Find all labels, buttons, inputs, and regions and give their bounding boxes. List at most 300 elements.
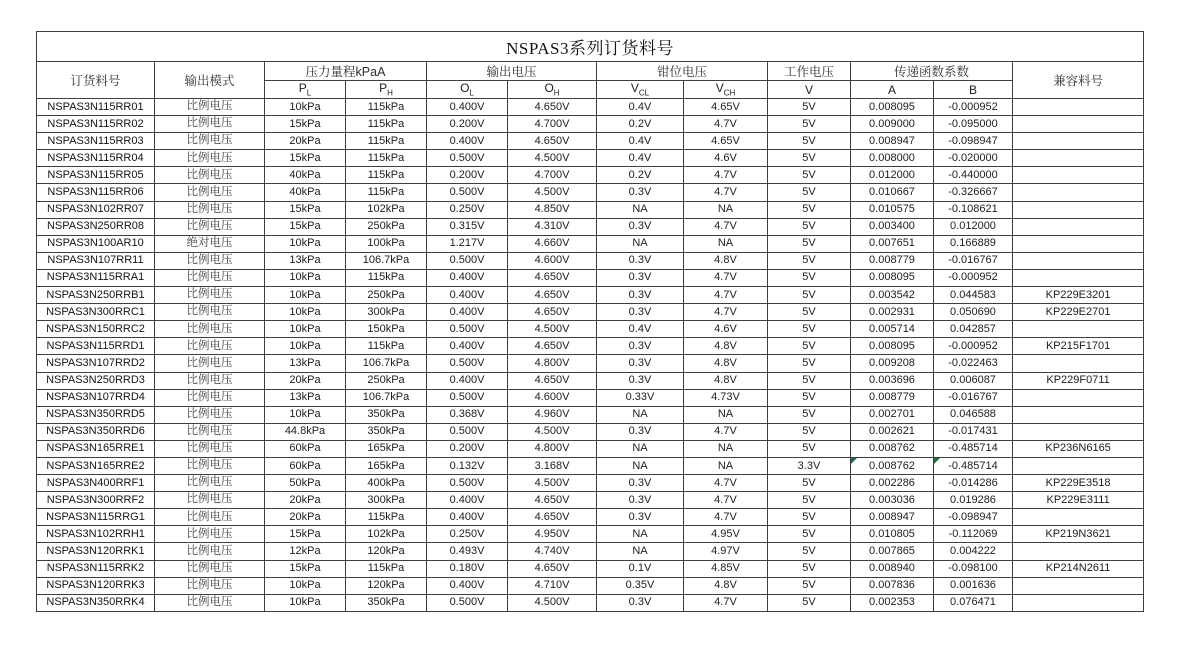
table-cell: 比例电压: [155, 594, 265, 611]
table-cell: 106.7kPa: [346, 252, 427, 269]
table-cell: 5V: [768, 116, 851, 133]
table-cell: 4.800V: [508, 355, 597, 372]
table-cell: 0.042857: [934, 321, 1013, 338]
table-cell: 0.493V: [427, 543, 508, 560]
table-cell: 0.3V: [597, 492, 684, 509]
table-cell: NA: [684, 201, 768, 218]
table-row: [37, 457, 1144, 474]
table-cell: 0.003400: [851, 218, 934, 235]
subcol-a-base: A: [887, 82, 896, 97]
table-cell: 0.008095: [851, 99, 934, 116]
subcol-oh: [508, 81, 597, 99]
table-cell: 0.010575: [851, 201, 934, 218]
table-cell: 115kPa: [346, 338, 427, 355]
table-cell: NSPAS3N300RRF2: [37, 492, 155, 509]
table-cell: [1013, 543, 1144, 560]
table-row: [37, 321, 1144, 338]
table-cell: 4.650V: [508, 99, 597, 116]
table-cell: 5V: [768, 252, 851, 269]
table-cell: 115kPa: [346, 509, 427, 526]
table-cell: 0.3V: [597, 252, 684, 269]
table-cell: -0.095000: [934, 116, 1013, 133]
table-cell: 0.008947: [851, 509, 934, 526]
table-cell: 0.002621: [851, 423, 934, 440]
table-cell: 15kPa: [265, 218, 346, 235]
table-cell: -0.485714: [934, 457, 1013, 474]
table-cell: 0.400V: [427, 509, 508, 526]
table-cell: 5V: [768, 99, 851, 116]
table-cell: 15kPa: [265, 526, 346, 543]
table-cell: 5V: [768, 560, 851, 577]
table-cell: 102kPa: [346, 201, 427, 218]
subcol-v-base: V: [804, 82, 813, 97]
table-cell: 比例电压: [155, 372, 265, 389]
table-cell: 350kPa: [346, 594, 427, 611]
table-row: [37, 150, 1144, 167]
table-cell: 4.650V: [508, 133, 597, 150]
table-cell: 0.250V: [427, 201, 508, 218]
table-row: [37, 372, 1144, 389]
table-cell: 0.180V: [427, 560, 508, 577]
subcol-ol-base: O: [460, 81, 470, 96]
subcol-oh-base: O: [544, 81, 554, 96]
table-row: [37, 167, 1144, 184]
table-row: [37, 543, 1144, 560]
table-cell: 115kPa: [346, 133, 427, 150]
table-cell: NSPAS3N150RRC2: [37, 321, 155, 338]
table-cell: 13kPa: [265, 252, 346, 269]
table-cell: 15kPa: [265, 116, 346, 133]
table-cell: 4.7V: [684, 509, 768, 526]
table-cell: NSPAS3N107RRD4: [37, 389, 155, 406]
table-cell: 3.168V: [508, 457, 597, 474]
table-cell: 5V: [768, 526, 851, 543]
table-cell: 0.004222: [934, 543, 1013, 560]
table-cell: 0.002701: [851, 406, 934, 423]
table-cell: NSPAS3N115RR02: [37, 116, 155, 133]
title-row: [37, 32, 1144, 62]
table-cell: 0.008000: [851, 150, 934, 167]
table-cell: 4.8V: [684, 338, 768, 355]
table-cell: 4.710V: [508, 577, 597, 594]
table-cell: 0.008095: [851, 269, 934, 286]
table-row: [37, 526, 1144, 543]
table-cell: 4.65V: [684, 99, 768, 116]
table-cell: NSPAS3N400RRF1: [37, 475, 155, 492]
table-cell: 250kPa: [346, 287, 427, 304]
table-cell: 0.35V: [597, 577, 684, 594]
table-cell: 0.166889: [934, 235, 1013, 252]
table-cell: 比例电压: [155, 475, 265, 492]
table-cell: [1013, 116, 1144, 133]
col-header-transfer-coeff: 传递函数系数: [851, 62, 1013, 81]
table-cell: NSPAS3N120RRK3: [37, 577, 155, 594]
table-cell: 250kPa: [346, 372, 427, 389]
table-cell: 比例电压: [155, 457, 265, 474]
table-cell: 4.800V: [508, 440, 597, 457]
table-cell: NSPAS3N100AR10: [37, 235, 155, 252]
table-cell: [1013, 218, 1144, 235]
table-cell: -0.016767: [934, 252, 1013, 269]
table-cell: 0.007836: [851, 577, 934, 594]
table-cell: NSPAS3N115RRD1: [37, 338, 155, 355]
table-cell: 5V: [768, 167, 851, 184]
table-cell: -0.440000: [934, 167, 1013, 184]
table-cell: 0.250V: [427, 526, 508, 543]
table-cell: 4.500V: [508, 475, 597, 492]
table-cell: NSPAS3N115RR03: [37, 133, 155, 150]
table-cell: NA: [684, 235, 768, 252]
table-cell: KP214N2611: [1013, 560, 1144, 577]
table-cell: 4.650V: [508, 269, 597, 286]
table-cell: 115kPa: [346, 560, 427, 577]
table-cell: 1.217V: [427, 235, 508, 252]
table-row: [37, 440, 1144, 457]
table-cell: 0.003036: [851, 492, 934, 509]
table-cell: NSPAS3N350RRD5: [37, 406, 155, 423]
table-cell: 115kPa: [346, 269, 427, 286]
table-cell: -0.016767: [934, 389, 1013, 406]
table-cell: NSPAS3N300RRC1: [37, 304, 155, 321]
table-cell: 比例电压: [155, 389, 265, 406]
table-cell: 115kPa: [346, 167, 427, 184]
table-cell: 0.200V: [427, 167, 508, 184]
table-cell: 4.7V: [684, 304, 768, 321]
table-cell: NSPAS3N250RRB1: [37, 287, 155, 304]
table-cell: 0.007865: [851, 543, 934, 560]
table-cell: 比例电压: [155, 99, 265, 116]
col-header-clamp-voltage: 钳位电压: [597, 62, 768, 81]
table-cell: -0.000952: [934, 338, 1013, 355]
table-cell: 4.7V: [684, 475, 768, 492]
table-cell: 比例电压: [155, 509, 265, 526]
table-cell: NA: [684, 440, 768, 457]
col-header-compatible-part: 兼容料号: [1013, 62, 1144, 99]
subcol-pl-sub: L: [306, 88, 312, 98]
table-cell: 4.8V: [684, 355, 768, 372]
table-cell: 0.200V: [427, 440, 508, 457]
subcol-b: [934, 81, 1013, 99]
table-cell: 比例电压: [155, 167, 265, 184]
table-row: [37, 406, 1144, 423]
table-cell: [1013, 406, 1144, 423]
table-cell: [1013, 252, 1144, 269]
table-cell: 0.3V: [597, 338, 684, 355]
table-cell: 4.7V: [684, 167, 768, 184]
table-cell: 4.7V: [684, 594, 768, 611]
table-cell: 0.4V: [597, 321, 684, 338]
table-cell: 0.3V: [597, 423, 684, 440]
table-cell: 0.3V: [597, 355, 684, 372]
table-cell: 5V: [768, 304, 851, 321]
table-cell: NA: [597, 543, 684, 560]
subcol-v: [768, 81, 851, 99]
table-cell: 5V: [768, 218, 851, 235]
table-cell: NSPAS3N250RR08: [37, 218, 155, 235]
table-cell: 10kPa: [265, 577, 346, 594]
table-cell: 0.3V: [597, 184, 684, 201]
subcol-pl-base: P: [298, 81, 307, 96]
table-cell: 0.007651: [851, 235, 934, 252]
table-row: [37, 201, 1144, 218]
table-cell: 0.012000: [851, 167, 934, 184]
table-cell: -0.022463: [934, 355, 1013, 372]
table-cell: 0.010667: [851, 184, 934, 201]
table-cell: 比例电压: [155, 526, 265, 543]
table-cell: 60kPa: [265, 457, 346, 474]
table-cell: 5V: [768, 509, 851, 526]
table-row: [37, 133, 1144, 150]
table-cell: 0.010805: [851, 526, 934, 543]
table-cell: 0.368V: [427, 406, 508, 423]
table-cell: 10kPa: [265, 338, 346, 355]
table-cell: 4.650V: [508, 560, 597, 577]
table-cell: 比例电压: [155, 338, 265, 355]
table-cell: 0.050690: [934, 304, 1013, 321]
table-cell: 0.1V: [597, 560, 684, 577]
table-cell: [1013, 235, 1144, 252]
table-cell: 5V: [768, 389, 851, 406]
table-cell: KP229E3518: [1013, 475, 1144, 492]
col-header-pressure-range: 压力量程kPaA: [265, 62, 427, 81]
table-cell: 5V: [768, 321, 851, 338]
table-cell: 400kPa: [346, 475, 427, 492]
table-cell: 0.33V: [597, 389, 684, 406]
table-body: [37, 99, 1144, 612]
table-cell: 4.740V: [508, 543, 597, 560]
col-header-supply-voltage: 工作电压: [768, 62, 851, 81]
table-cell: NSPAS3N250RRD3: [37, 372, 155, 389]
table-cell: 300kPa: [346, 304, 427, 321]
subcol-ol-sub: L: [469, 88, 474, 98]
table-cell: 0.044583: [934, 287, 1013, 304]
table-cell: 0.002286: [851, 475, 934, 492]
table-cell: 5V: [768, 269, 851, 286]
table-cell: -0.000952: [934, 99, 1013, 116]
table-cell: 10kPa: [265, 287, 346, 304]
table-cell: 20kPa: [265, 133, 346, 150]
table-cell: 0.3V: [597, 509, 684, 526]
table-cell: -0.017431: [934, 423, 1013, 440]
table-cell: 4.95V: [684, 526, 768, 543]
table-cell: NA: [597, 457, 684, 474]
table-row: [37, 389, 1144, 406]
table-cell: [1013, 150, 1144, 167]
table-row: [37, 116, 1144, 133]
table-cell: 0.4V: [597, 99, 684, 116]
table-cell: 4.8V: [684, 372, 768, 389]
table-cell: 0.005714: [851, 321, 934, 338]
table-cell: 0.3V: [597, 269, 684, 286]
table-cell: 5V: [768, 440, 851, 457]
table-cell: 10kPa: [265, 594, 346, 611]
table-cell: 4.650V: [508, 509, 597, 526]
table-cell: NSPAS3N165RRE1: [37, 440, 155, 457]
table-cell: 40kPa: [265, 167, 346, 184]
table-cell: 102kPa: [346, 526, 427, 543]
table-cell: 10kPa: [265, 269, 346, 286]
table-cell: 4.7V: [684, 492, 768, 509]
table-cell: 4.650V: [508, 372, 597, 389]
table-cell: 0.4V: [597, 150, 684, 167]
table-cell: 0.3V: [597, 287, 684, 304]
table-cell: 115kPa: [346, 184, 427, 201]
table-cell: 0.009000: [851, 116, 934, 133]
table-cell: 0.046588: [934, 406, 1013, 423]
table-cell: [1013, 577, 1144, 594]
table-cell: 5V: [768, 492, 851, 509]
table-cell: 比例电压: [155, 150, 265, 167]
table-cell: KP229E3111: [1013, 492, 1144, 509]
table-cell: [1013, 423, 1144, 440]
table-row: [37, 252, 1144, 269]
table-cell: 0.003542: [851, 287, 934, 304]
table-cell: [1013, 355, 1144, 372]
table-row: [37, 184, 1144, 201]
table-cell: [1013, 99, 1144, 116]
table-cell: 0.006087: [934, 372, 1013, 389]
table-cell: KP236N6165: [1013, 440, 1144, 457]
table-cell: 0.003696: [851, 372, 934, 389]
table-cell: 4.650V: [508, 338, 597, 355]
table-cell: 0.3V: [597, 372, 684, 389]
table-cell: 比例电压: [155, 440, 265, 457]
table-cell: 4.8V: [684, 577, 768, 594]
table-row: [37, 218, 1144, 235]
table-cell: 40kPa: [265, 184, 346, 201]
table-cell: 120kPa: [346, 577, 427, 594]
table-cell: 4.500V: [508, 594, 597, 611]
table-cell: 115kPa: [346, 99, 427, 116]
table-cell: 3.3V: [768, 457, 851, 474]
table-cell: [1013, 269, 1144, 286]
table-cell: 60kPa: [265, 440, 346, 457]
table-cell: 10kPa: [265, 235, 346, 252]
table-cell: 350kPa: [346, 406, 427, 423]
table-cell: NSPAS3N115RR05: [37, 167, 155, 184]
table-cell: NSPAS3N107RRD2: [37, 355, 155, 372]
table-cell: 0.400V: [427, 287, 508, 304]
table-row: [37, 338, 1144, 355]
table-cell: 0.400V: [427, 133, 508, 150]
table-cell: NA: [597, 201, 684, 218]
table-cell: 0.076471: [934, 594, 1013, 611]
subcol-vcl: [597, 81, 684, 99]
table-cell: NSPAS3N107RR11: [37, 252, 155, 269]
table-cell: 0.400V: [427, 304, 508, 321]
table-cell: 0.001636: [934, 577, 1013, 594]
table-cell: 4.7V: [684, 269, 768, 286]
table-cell: NSPAS3N102RR07: [37, 201, 155, 218]
table-row: [37, 492, 1144, 509]
table-cell: 0.200V: [427, 116, 508, 133]
col-header-output-voltage: 输出电压: [427, 62, 597, 81]
table-cell: 0.500V: [427, 321, 508, 338]
table-row: [37, 235, 1144, 252]
table-cell: 0.009208: [851, 355, 934, 372]
table-cell: 比例电压: [155, 201, 265, 218]
subcol-pl: [265, 81, 346, 99]
table-cell: 20kPa: [265, 509, 346, 526]
table-cell: 4.960V: [508, 406, 597, 423]
table-cell: -0.098947: [934, 133, 1013, 150]
table-cell: 165kPa: [346, 440, 427, 457]
table-cell: 绝对电压: [155, 235, 265, 252]
table-cell: 10kPa: [265, 304, 346, 321]
subcol-vch-base: V: [715, 81, 724, 96]
table-cell: 350kPa: [346, 423, 427, 440]
table-cell: 106.7kPa: [346, 355, 427, 372]
table-cell: 4.85V: [684, 560, 768, 577]
table-cell: 4.310V: [508, 218, 597, 235]
table-cell: -0.020000: [934, 150, 1013, 167]
table-cell: NSPAS3N115RR04: [37, 150, 155, 167]
table-cell: 比例电压: [155, 321, 265, 338]
table-cell: KP215F1701: [1013, 338, 1144, 355]
table-cell: -0.108621: [934, 201, 1013, 218]
table-cell: 250kPa: [346, 218, 427, 235]
table-cell: 15kPa: [265, 201, 346, 218]
table-row: [37, 304, 1144, 321]
table-cell: NSPAS3N115RR01: [37, 99, 155, 116]
table-cell: 100kPa: [346, 235, 427, 252]
subcol-vcl-base: V: [630, 81, 639, 96]
table-cell: [1013, 509, 1144, 526]
table-cell: -0.112069: [934, 526, 1013, 543]
table-cell: 0.132V: [427, 457, 508, 474]
table-row: [37, 577, 1144, 594]
table-cell: 0.008095: [851, 338, 934, 355]
datasheet: [36, 31, 1143, 612]
table-cell: 0.2V: [597, 116, 684, 133]
table-cell: 比例电压: [155, 269, 265, 286]
table-cell: 4.500V: [508, 423, 597, 440]
table-cell: 4.700V: [508, 167, 597, 184]
table-cell: NSPAS3N120RRK1: [37, 543, 155, 560]
table-cell: 比例电压: [155, 133, 265, 150]
table-cell: 0.3V: [597, 304, 684, 321]
table-cell: [1013, 389, 1144, 406]
table-cell: 4.8V: [684, 252, 768, 269]
table-cell: 0.500V: [427, 423, 508, 440]
table-cell: 0.500V: [427, 594, 508, 611]
subcol-b-base: B: [968, 82, 977, 97]
table-cell: 0.400V: [427, 577, 508, 594]
table-cell: 4.650V: [508, 492, 597, 509]
table-cell: 44.8kPa: [265, 423, 346, 440]
table-cell: 0.002931: [851, 304, 934, 321]
table-row: [37, 355, 1144, 372]
table-cell: 比例电压: [155, 577, 265, 594]
table-cell: 比例电压: [155, 492, 265, 509]
table-cell: 165kPa: [346, 457, 427, 474]
table-cell: 12kPa: [265, 543, 346, 560]
table-cell: 5V: [768, 338, 851, 355]
table-cell: 0.315V: [427, 218, 508, 235]
table-cell: 5V: [768, 150, 851, 167]
table-cell: 4.97V: [684, 543, 768, 560]
table-cell: 比例电压: [155, 218, 265, 235]
table-cell: -0.098947: [934, 509, 1013, 526]
table-cell: 15kPa: [265, 150, 346, 167]
ordering-table: [36, 31, 1144, 612]
subcol-ph: [346, 81, 427, 99]
table-cell: 4.850V: [508, 201, 597, 218]
table-cell: 0.008947: [851, 133, 934, 150]
table-cell: KP229E2701: [1013, 304, 1144, 321]
table-cell: 4.500V: [508, 150, 597, 167]
subcol-vch-sub: CH: [723, 88, 736, 98]
